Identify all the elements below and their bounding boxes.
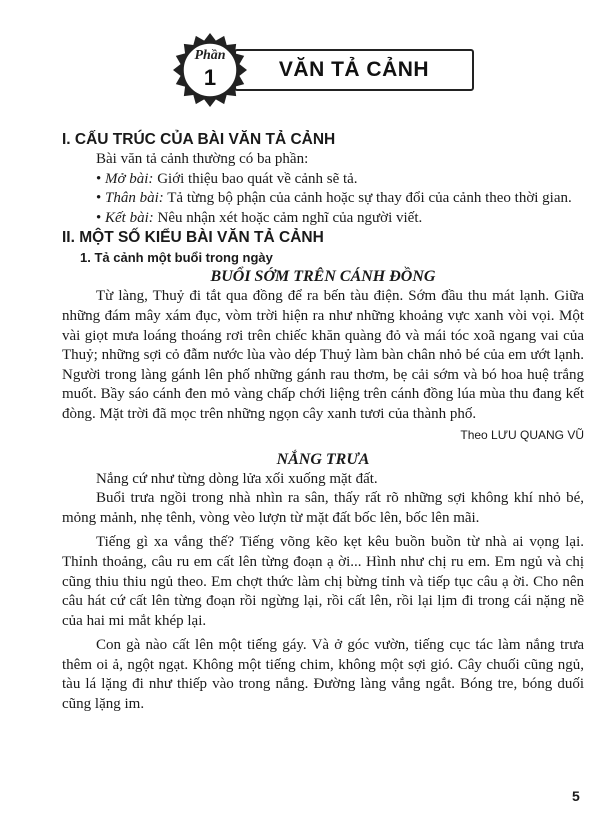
essay-paragraph: Buổi trưa ngồi trong nhà nhìn ra sân, thấy rất rõ những sợi không khí nhỏ bé, mỏng mảnh, nhẹ tênh, vòng vèo lượn từ mặt đất bốc lên, bốc lên mãi. [62, 490, 584, 526]
item-text: Giới thiệu bao quát về cảnh sẽ tả. [153, 170, 358, 187]
essay-paragraph: Tiếng gì xa vắng thế? Tiếng võng kẽo kẹt kêu buồn buồn từ nhà ai vọng lại. Thỉnh thoảng, câu ru em cất lên từng đoạn ạ ời... Hình như chị ru em. Em ngủ và chị cũng thiu thiu ngủ theo. Em chợt thức làm chị bừng tỉnh và tiếp tục câu ạ ời. Cho nên câu hát cứ cất lên từng đoạn rồi ngừng lại, rồi cất lên, rồi lại lịm đi trong cái nặng nề của hai mi mắt khép lại. [62, 534, 584, 629]
essay-title-noon: NẮNG TRƯA [276, 450, 370, 468]
item-label: Thân bài: [105, 190, 164, 207]
subsection-heading: 1. Tả cảnh một buổi trong ngày [80, 250, 273, 266]
item-text: Nêu nhận xét hoặc cảm nghĩ của người viết. [153, 209, 423, 226]
essay-paragraph: Nắng cứ như từng dòng lửa xối xuống mặt đất. [96, 470, 378, 487]
section-heading-types: II. MỘT SỐ KIỂU BÀI VĂN TẢ CẢNH [62, 229, 324, 247]
list-item: • Kết bài: Nêu nhận xét hoặc cảm nghĩ của người viết. [96, 209, 423, 226]
page-title: VĂN TẢ CẢNH [234, 49, 474, 91]
section-heading-structure: I. CẤU TRÚC CỦA BÀI VĂN TẢ CẢNH [62, 131, 336, 148]
essay-credit: Theo LƯU QUANG VŨ [460, 427, 584, 442]
chapter-badge [172, 32, 248, 108]
item-text: Tả từng bộ phận của cảnh hoặc sự thay đổi của cảnh theo thời gian. [163, 190, 572, 207]
essay-paragraph: Từ làng, Thuỷ đi tắt qua đồng để ra bến tàu điện. Sớm đầu thu mát lạnh. Giữa những đám mây xám đục, vòm trời hiện ra như những khoảng vực xanh vòi vọi. Một vài giọt mưa loáng thoáng rơi trên chiếc khăn quàng đỏ và mái tóc xoã ngang vai của Thuỷ; những sợi cỏ đẫm nước lùa vào dép Thuỷ làm bàn chân nhỏ bé của em ướt lạnh. Người trong làng gánh lên phố những gánh rau thơm, bẹ cải sớm và bó hoa huệ trắng muốt. Bầy sáo cánh đen mỏ vàng chấp chới liệng trên cánh đồng lúa mùa thu đang kết đòng. Mặt trời đã mọc trên những ngọn cây xanh tươi của thành phố. [62, 288, 584, 422]
page-number: 5 [572, 788, 580, 804]
structure-intro: Bài văn tả cảnh thường có ba phần: [96, 151, 309, 167]
list-item: • Mở bài: Giới thiệu bao quát về cảnh sẽ tả. [96, 170, 358, 187]
essay-paragraph: Con gà nào cất lên một tiếng gáy. Và ở góc vườn, tiếng cục tác làm nắng trưa thêm oi ả, ngột ngạt. Không một tiếng chim, không một sợi gió. Cây chuối cũng ngủ, tàu lá lặng đi như thiếp vào trong nắng. Đường làng vắng ngắt. Bóng tre, bóng duối cũng lặng im. [62, 637, 584, 713]
chapter-header [172, 32, 478, 108]
badge-label: Phần [194, 48, 226, 63]
list-item: • Thân bài: Tả từng bộ phận của cảnh hoặc sự thay đổi của cảnh theo thời gian. [96, 190, 572, 207]
item-label: Kết bài: [105, 209, 154, 226]
page-content [62, 130, 584, 715]
badge-number: 1 [203, 65, 217, 90]
essay-title-morning: BUỔI SỚM TRÊN CÁNH ĐỒNG [210, 268, 436, 286]
item-label: Mở bài: [105, 170, 154, 187]
